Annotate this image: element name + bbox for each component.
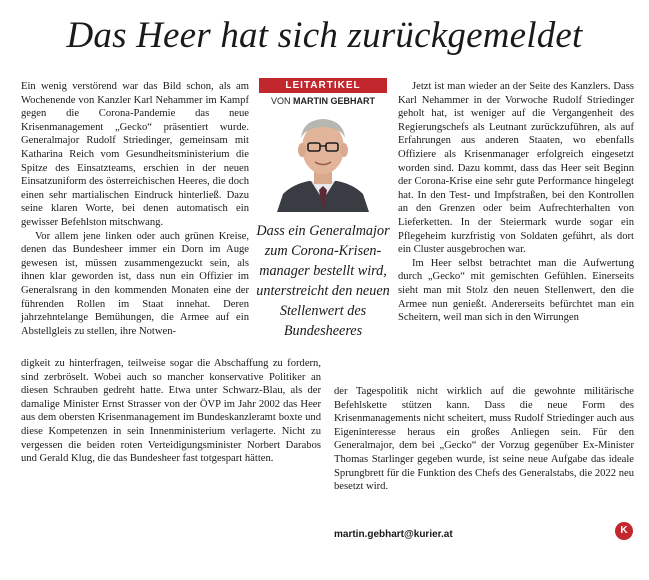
author-portrait-image — [259, 108, 387, 212]
article-column-left — [21, 80, 249, 338]
paragraph: Im Heer selbst betrachtet man die Aufwertung durch „Gecko“ mit gemischten Gefühlen. Einerseits sieht man mit Stolz den neuen Stellenwert, den die Armee nun genießt. Andererseits befürchtet man ein Scheitern, weil man sich in den Wirrungen — [398, 257, 634, 324]
byline-author: MARTIN GEBHART — [293, 96, 375, 106]
paragraph: digkeit zu hinterfragen, teilweise sogar die Abschaffung zu fordern, sind zerbröselt. Wobei auch so mancher konservative Politiker an diesen Schrauben gedreht hatte. Etwa unter Schwarz-Blau, als der damalige Minister Ernst Strasser von der ÖVP im Jahr 2002 das Heer aus dem obersten Krisenmanagement im Bundeskanzleramt boxte und diese Kompetenzen in sein Innenministerium verlagerte. Nicht zu vergessen die beiden roten Verteidigungsminister Norbert Darabos und Gerald Klug, die das Bundesheer fast totgespart hätten. — [21, 358, 321, 465]
article-column-bottom-right — [334, 385, 634, 494]
paragraph: Jetzt ist man wieder an der Seite des Kanzlers. Dass Karl Nehammer in der Vorwoche Rudolf Striedinger geholt hat, ist weniger auf die Vergangenheit des Regierungschefs als Leutnant zurückzuführen, als auf Erfahrungen aus anderen Staaten, wo ebenfalls Offiziere als Krisenmanager erfolgreich eingesetzt worden sind. Dazu kommt, dass das Heer seit Beginn der Corona-Krise eine sehr gute Performance hingelegt hat. In den Test- und Impfstraßen, bei den Kontrollen an den Grenzen oder beim Aufrechterhalten von Lieferketten. In der Steiermark wurde sogar ein Pflegeheim kurzfristig von Soldaten geführt, als dort ein Cluster ausgebrochen war. — [398, 81, 634, 256]
headline: Das Heer hat sich zurückgemeldet — [66, 15, 583, 56]
pull-quote: Dass ein Generalmajor zum Corona-Krisenmanager bestellt wird, unterstreicht den neuen Stellenwert des Bundesheeres — [256, 223, 390, 339]
section-kicker: LEITARTIKEL — [259, 78, 387, 93]
paragraph: der Tagespolitik nicht wirklich auf die gewohnte militärische Befehlskette stützen kann. Dass die neue Form des Krisenmanagements nicht scheitert, muss Rudolf Striedinger auch aus Eigeninteresse heraus ein großes Anliegen sein. Für den Generalmajor, dem bei „Gecko“ der Vorzug gegenüber Ex-Minister Thomas Starlinger gegeben wurde, ist seine neue Aufgabe das ideale Sprungbrett für die Funktion des Chefs des Generalstabs, die 2022 neu besetzt wird. — [334, 386, 634, 493]
byline-prefix: VON — [270, 96, 293, 106]
paragraph: Ein wenig verstörend war das Bild schon, als am Wochenende von Kanzler Karl Nehammer im Kampf gegen die Corona-Pandemie das neue Krisenmanagement „Gecko“ präsentiert wurde. Generalmajor Rudolf Striedinger, gemeinsam mit Katharina Reich vom Gesundheitsministerium die Spitze des Einsatzteams, erschien in der neuen Einsatzuniform des österreichischen Heeres, die doch einen sehr martialischen Eindruck hinterließ. Dazu seine klaren Worte, bei denen automatisch ein gewisser Befehlston mitschwang. — [21, 81, 249, 228]
byline — [259, 96, 387, 106]
article-column-right — [398, 80, 634, 325]
kurier-logo: K — [615, 522, 633, 540]
author-email-link[interactable]: martin.gebhart@kurier.at — [334, 529, 453, 540]
paragraph: Vor allem jene linken oder auch grünen Kreise, denen das Bundesheer immer ein Dorn im Auge gewesen ist, müssen zusammengezuckt sein, als ihnen klar geworden ist, dass nun ein Offizier im Generalsrang in den kommenden Monaten eine der führenden Rollen im Staat innehat. Deren jahrzehntelange Bemühungen, die Armee auf ein Abstellgleis zu stellen, ihre Notwen- — [21, 230, 249, 337]
author-photo — [259, 108, 387, 212]
article-column-bottom-left — [21, 357, 321, 466]
